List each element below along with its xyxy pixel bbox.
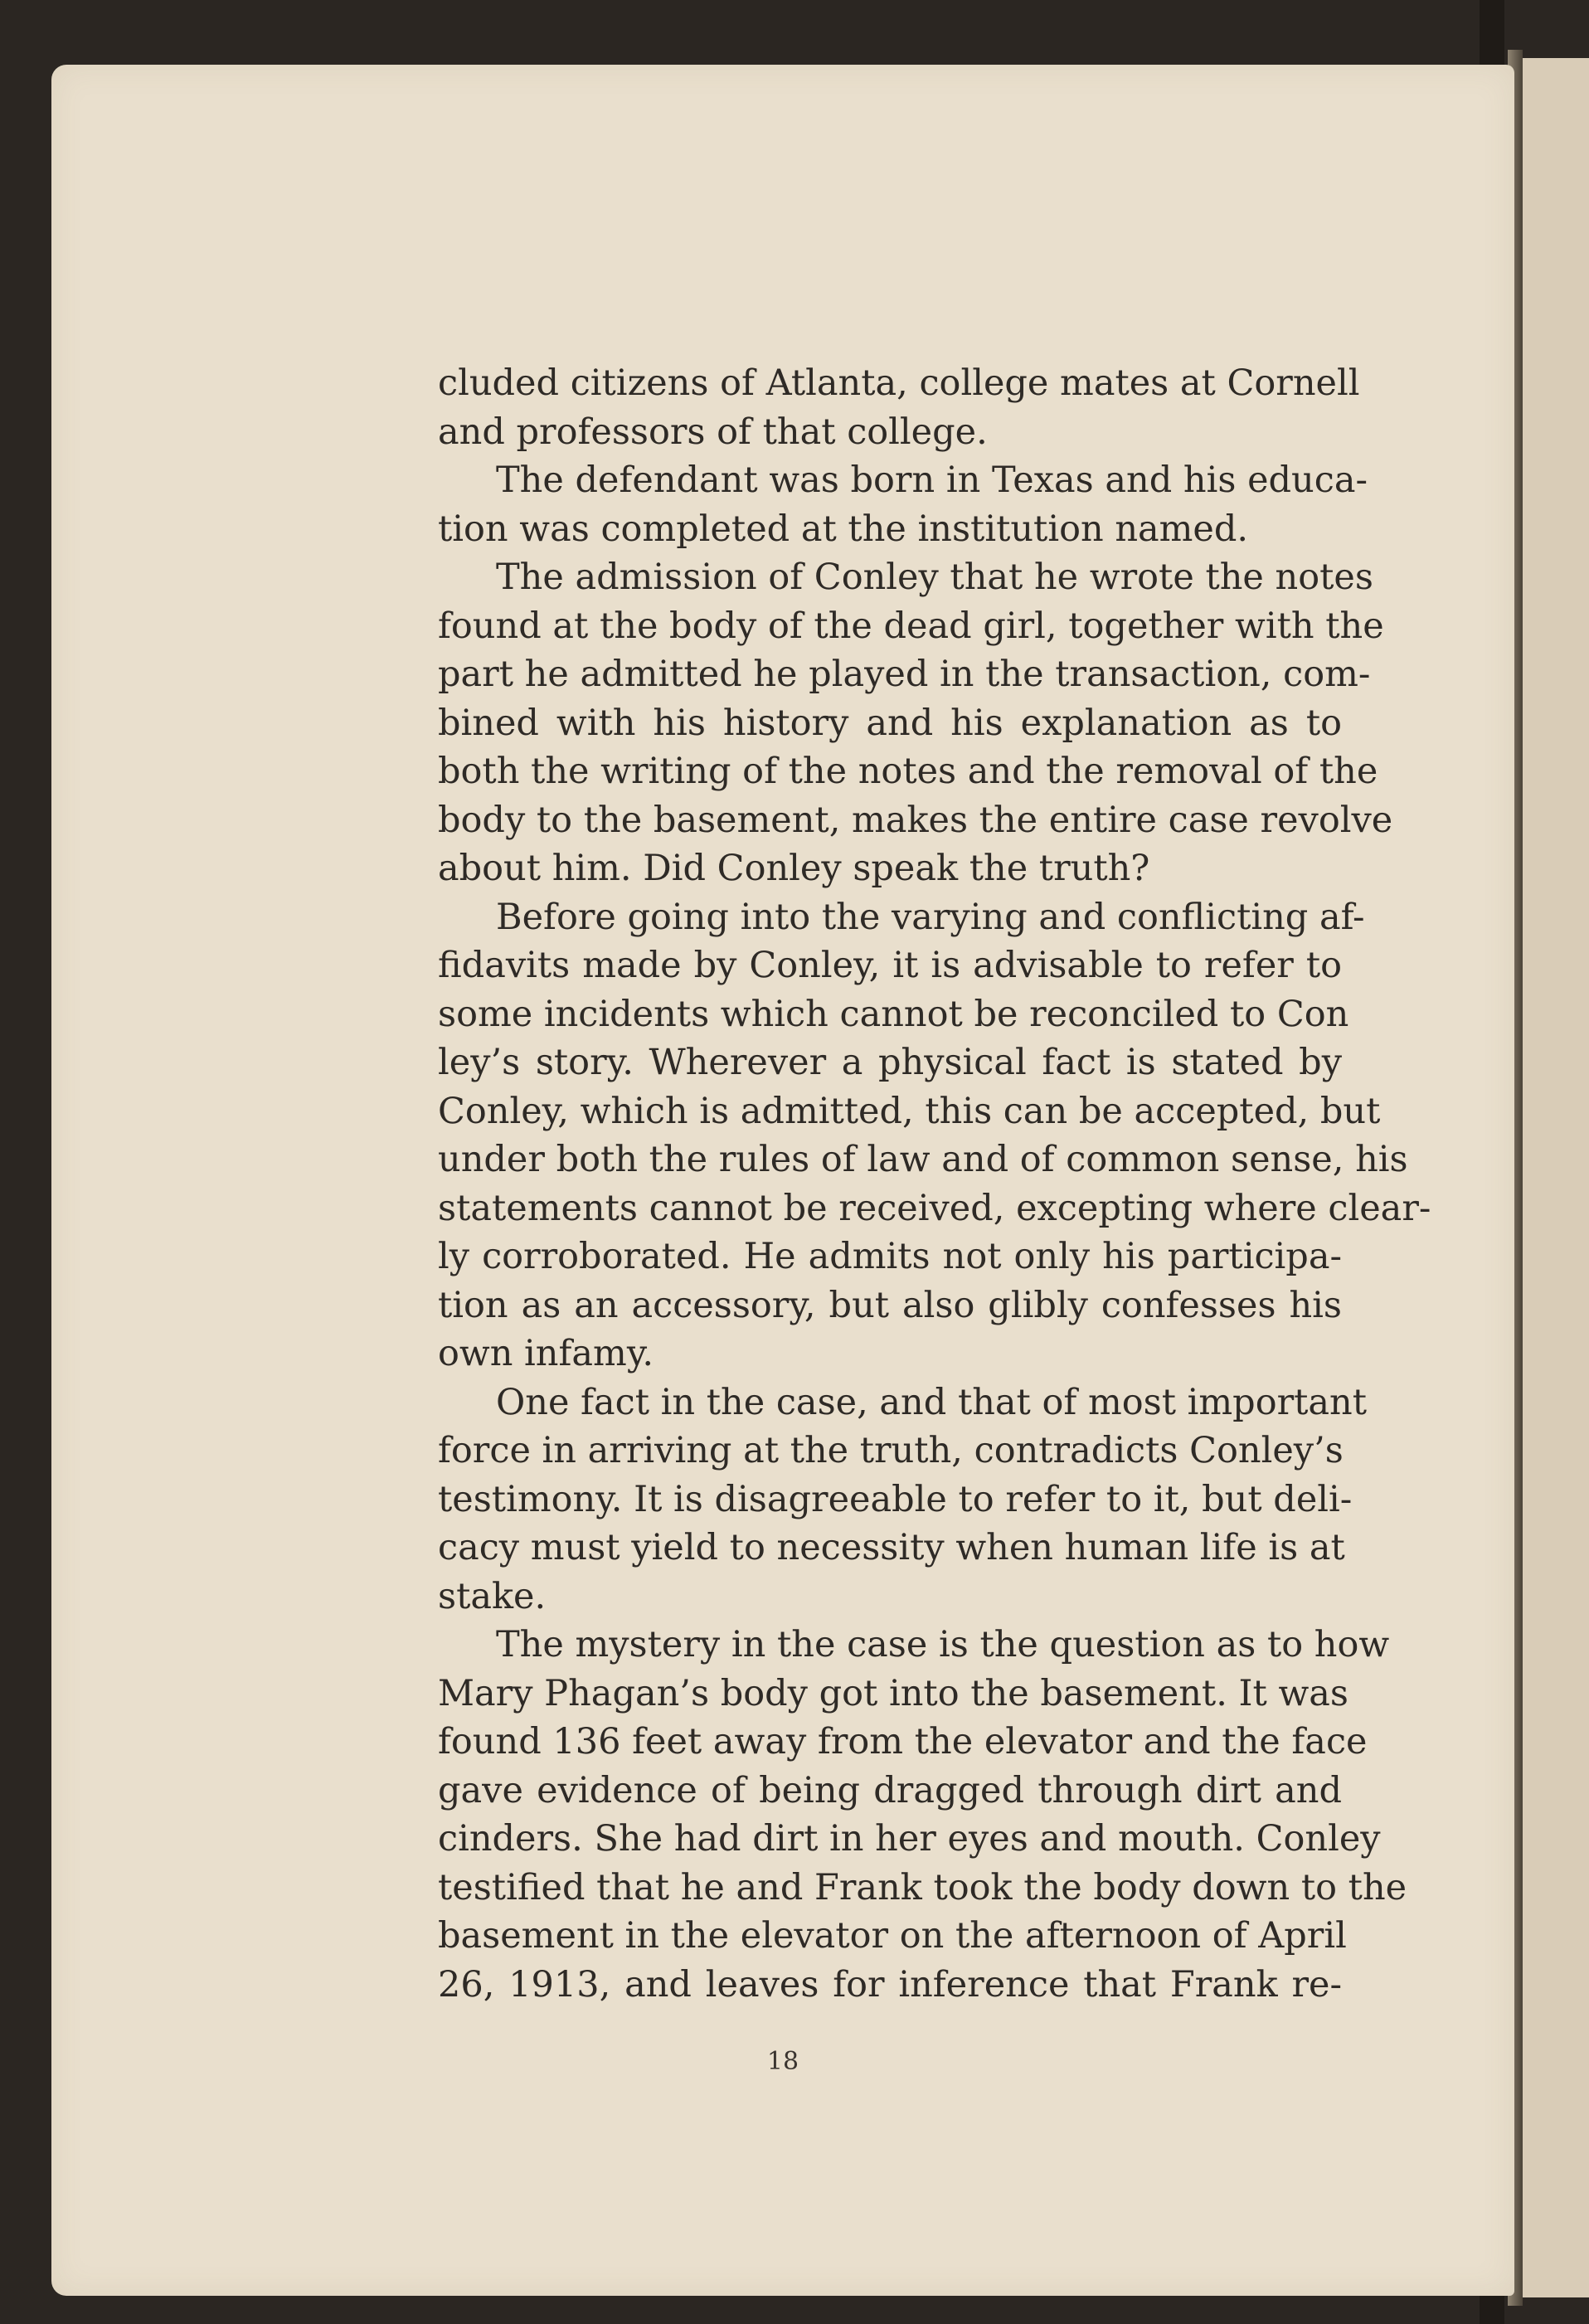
facing-page-edge (1523, 58, 1589, 2297)
text-line: own infamy. (438, 1333, 654, 1374)
text-line: ly corroborated. He admits not only his participa- (438, 1236, 1342, 1277)
text-line: and professors of that college. (438, 411, 988, 453)
text-line: statements cannot be received, excepting where clear- (438, 1187, 1431, 1229)
text-line: tion as an accessory, but also glibly confesses his (438, 1284, 1342, 1326)
text-line: part he admitted he played in the transaction, com- (438, 654, 1371, 695)
text-line: Before going into the varying and conflicting af- (496, 896, 1365, 938)
text-line: fidavits made by Conley, it is advisable to refer to (438, 945, 1342, 986)
text-line: testimony. It is disagreeable to refer to it, but deli- (438, 1478, 1353, 1520)
paragraph (438, 456, 1368, 553)
text-line: found at the body of the dead girl, together with the (438, 605, 1384, 647)
text-line: basement in the elevator on the afternoon of April (438, 1915, 1347, 1957)
page-number: 18 (766, 2047, 799, 2076)
text-line: force in arriving at the truth, contradicts Conley’s (438, 1430, 1344, 1471)
book-page (51, 65, 1514, 2296)
text-line: stake. (438, 1575, 547, 1617)
paragraph (438, 1621, 1407, 2009)
paragraph (438, 359, 1360, 456)
text-line: cinders. She had dirt in her eyes and mouth. Conley (438, 1818, 1381, 1860)
text-line: cacy must yield to necessity when human life is at (438, 1527, 1345, 1568)
text-line: Conley, which is admitted, this can be accepted, but (438, 1090, 1381, 1132)
text-line: body to the basement, makes the entire case revolve (438, 799, 1393, 841)
text-line: tion was completed at the institution named. (438, 508, 1249, 550)
text-line: The mystery in the case is the question as to how (496, 1624, 1390, 1665)
paragraph (438, 893, 1431, 1378)
text-line: some incidents which cannot be reconciled to Con (438, 993, 1349, 1035)
text-line: found 136 feet away from the elevator and the face (438, 1721, 1368, 1762)
paragraph (438, 1378, 1368, 1621)
text-line: under both the rules of law and of common sense, his (438, 1139, 1408, 1180)
text-line: Mary Phagan’s body got into the basement. It was (438, 1672, 1348, 1714)
text-line: gave evidence of being dragged through dirt and (438, 1769, 1342, 1811)
text-line: The defendant was born in Texas and his educa- (496, 459, 1368, 501)
text-line: bined with his history and his explanation as to (438, 702, 1342, 744)
body-text (438, 359, 1431, 2009)
text-line: 26, 1913, and leaves for inference that Frank re- (438, 1963, 1342, 2006)
text-line: testified that he and Frank took the body down to the (438, 1866, 1407, 1908)
text-line: ley’s story. Wherever a physical fact is stated by (438, 1042, 1342, 1083)
text-line: about him. Did Conley speak the truth? (438, 848, 1150, 889)
text-line: One fact in the case, and that of most important (496, 1381, 1368, 1423)
text-line: The admission of Conley that he wrote the notes (496, 557, 1373, 598)
text-line: both the writing of the notes and the removal of the (438, 751, 1378, 792)
text-line: cluded citizens of Atlanta, college mates at Cornell (438, 362, 1360, 404)
paragraph (438, 553, 1393, 893)
